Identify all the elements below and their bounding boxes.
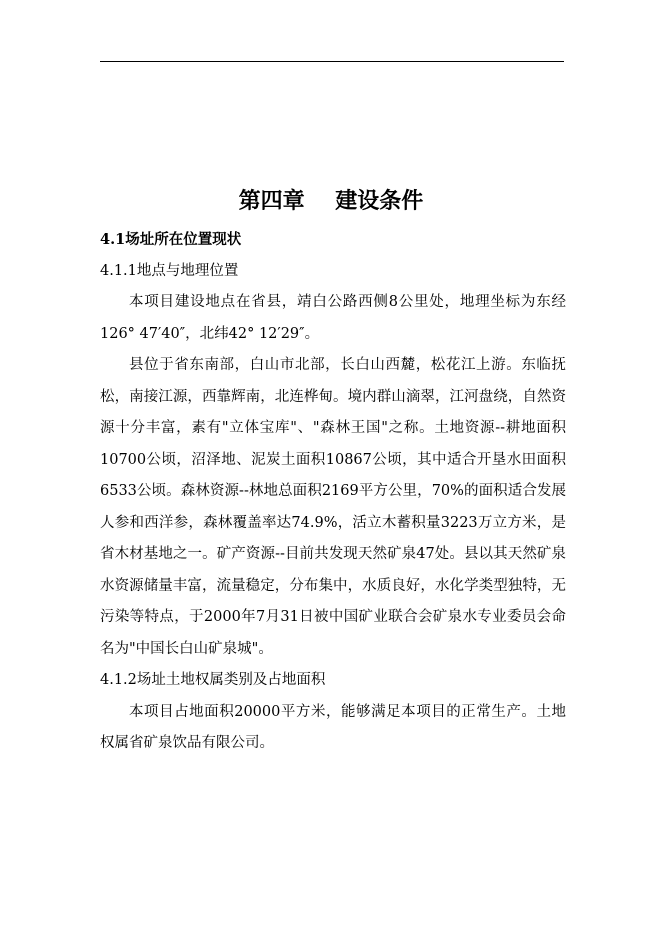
paragraph: 本项目建设地点在省县，靖白公路西侧8公里处，地理坐标为东经126° 47′40″，北纬42° 12′29″。	[100, 294, 566, 342]
subsection-heading: 4.1.1地点与地理位置	[100, 262, 239, 279]
chapter-title: 第四章 建设条件	[238, 188, 424, 214]
header-rule	[100, 61, 564, 62]
paragraph: 本项目占地面积20000平方米，能够满足本项目的正常生产。土地权属省矿泉饮品有限公司。	[100, 703, 566, 751]
document-body	[100, 224, 566, 760]
subsection-heading: 4.1.2场址土地权属类别及占地面积	[100, 672, 326, 688]
section-heading: 4.1场址所在位置现状	[100, 231, 242, 248]
paragraph: 县位于省东南部，白山市北部，长白山西麓，松花江上游。东临抚松，南接江源，西靠辉南，北连桦甸。境内群山滴翠，江河盘绕，自然资源十分丰富，素有"立体宝库"、"森林王国"之称。土地资源--耕地面积10700公顷，沼泽地、泥炭土面积10867公顷，其中适合开垦水田面积6533公顷。森林资源--林地总面积2169平方公里，70%的面积适合发展人参和西洋参，森林覆盖率达74.9%，活立木蓄积量3223万立方米，是省木材基地之一。矿产资源--目前共发现天然矿泉47处。县以其天然矿泉水资源储量丰富，流量稳定，分布集中，水质良好，水化学类型独特，无污染等特点，于2000年7月31日被中国矿业联合会矿泉水专业委员会命名为"中国长白山矿泉城"。	[100, 357, 566, 657]
